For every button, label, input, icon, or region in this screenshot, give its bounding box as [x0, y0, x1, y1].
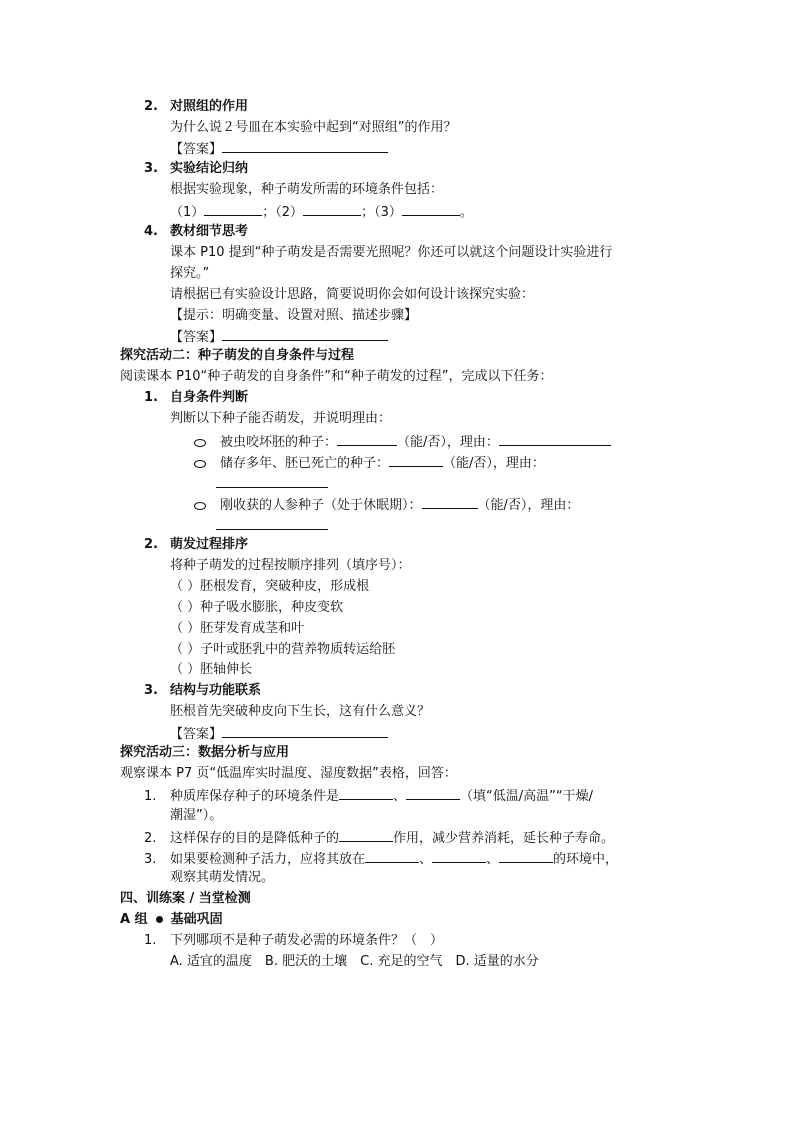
- blank-2[interactable]: [303, 202, 361, 216]
- s3-heading: 3. 实验结论归纳: [144, 161, 249, 176]
- quiz-q1-options[interactable]: A. 适宜的温度 B. 肥沃的土壤 C. 充足的空气 D. 适量的水分: [170, 954, 539, 969]
- answer-blank[interactable]: [222, 139, 388, 153]
- bullet-dot-icon: [156, 916, 163, 923]
- act3-q3-cont: 观察其萌发情况。: [170, 870, 275, 885]
- blank-can[interactable]: [389, 453, 443, 467]
- blank-can[interactable]: [337, 432, 397, 446]
- seed-item-b-reason: [216, 474, 328, 494]
- act2-title: 探究活动二：种子萌发的自身条件与过程: [120, 348, 355, 363]
- blank-2[interactable]: [432, 849, 486, 863]
- step-item[interactable]: （ ）胚轴伸长: [170, 662, 253, 677]
- answer-blank[interactable]: [222, 724, 388, 738]
- blank-effect[interactable]: [339, 828, 393, 842]
- bullet-icon: [194, 460, 206, 468]
- step-item[interactable]: （ ）种子吸水膨胀，种皮变软: [170, 600, 344, 615]
- blank-1[interactable]: [204, 202, 262, 216]
- blank-reason[interactable]: [216, 474, 328, 488]
- act2-i3-answer: 【答案】: [170, 724, 388, 744]
- act2-i2-heading: 2. 萌发过程排序: [144, 537, 249, 552]
- s2-answer: 【答案】: [170, 139, 388, 159]
- act2-i2-question: 将种子萌发的过程按顺序排列（填序号）：: [170, 558, 411, 573]
- s3-question: 根据实验现象，种子萌发所需的环境条件包括：: [170, 182, 444, 197]
- act2-intro: 阅读课本 P10“种子萌发的自身条件”和“种子萌发的过程”，完成以下任务：: [120, 369, 553, 384]
- blank-3[interactable]: [402, 202, 460, 216]
- act3-q2: 2. 这样保存的目的是降低种子的 作用，减少营养消耗，延长种子寿命。: [144, 828, 614, 848]
- bullet-icon: [194, 502, 206, 510]
- blank-can[interactable]: [422, 495, 478, 509]
- seed-item-c-reason: [216, 516, 328, 536]
- blank-temp[interactable]: [339, 786, 393, 800]
- seed-item-a: 被虫咬坏胚的种子： （能/否），理由：: [194, 432, 611, 452]
- blank-reason[interactable]: [499, 432, 611, 446]
- s4-q3: 请根据已有实验设计思路，简要说明你会如何设计该探究实验：: [170, 287, 535, 302]
- blank-reason[interactable]: [216, 516, 328, 530]
- s4-heading: 4. 教材细节思考: [144, 224, 249, 239]
- s2-heading: 2. 对照组的作用: [144, 99, 249, 114]
- step-item[interactable]: （ ）子叶或胚乳中的营养物质转运给胚: [170, 642, 396, 657]
- answer-blank[interactable]: [222, 327, 388, 341]
- step-item[interactable]: （ ）胚根发育，突破种皮，形成根: [170, 579, 370, 594]
- act2-i1-question: 判断以下种子能否萌发，并说明理由：: [170, 411, 392, 426]
- seed-item-b: 储存多年、胚已死亡的种子： （能/否），理由：: [194, 453, 545, 473]
- blank-3[interactable]: [499, 849, 553, 863]
- act3-q1: 1. 种质库保存种子的环境条件是 、 （填“低温/高温”“干燥/: [144, 786, 593, 806]
- bullet-icon: [194, 439, 206, 447]
- act2-i3-question: 胚根首先突破种皮向下生长，这有什么意义？: [170, 704, 431, 719]
- act3-intro: 观察课本 P7 页“低温库实时温度、湿度数据”表格，回答：: [120, 766, 457, 781]
- step-item[interactable]: （ ）胚芽发育成茎和叶: [170, 621, 305, 636]
- s3-blanks: （1） ；（2） ；（3） 。: [170, 202, 473, 222]
- blank-1[interactable]: [365, 849, 419, 863]
- s2-question: 为什么说２号皿在本实验中起到“对照组”的作用？: [170, 120, 457, 135]
- act2-i1-heading: 1. 自身条件判断: [144, 390, 249, 405]
- act3-title: 探究活动三：数据分析与应用: [120, 745, 290, 760]
- quiz-q1: 1. 下列哪项不是种子萌发必需的环境条件？（ ）: [144, 933, 444, 948]
- s4-q1: 课本 P10 提到“种子萌发是否需要光照呢？你还可以就这个问题设计实验进行: [170, 245, 613, 260]
- act2-i3-heading: 3. 结构与功能联系: [144, 683, 262, 698]
- sec4-title: 四、训练案 / 当堂检测: [120, 891, 251, 906]
- act3-q3: 3. 如果要检测种子活力，应将其放在 、 、 的环境中，: [144, 849, 618, 869]
- group-a-heading: A 组 基础巩固: [120, 912, 223, 927]
- s4-answer: 【答案】: [170, 327, 388, 347]
- blank-humidity[interactable]: [406, 786, 460, 800]
- act3-q1-cont: 潮湿”）。: [170, 808, 223, 823]
- s4-q2: 探究。”: [170, 266, 210, 281]
- s4-hint: 【提示：明确变量、设置对照、描述步骤】: [170, 308, 418, 323]
- seed-item-c: 刚收获的人参种子（处于休眠期）： （能/否），理由：: [194, 495, 579, 515]
